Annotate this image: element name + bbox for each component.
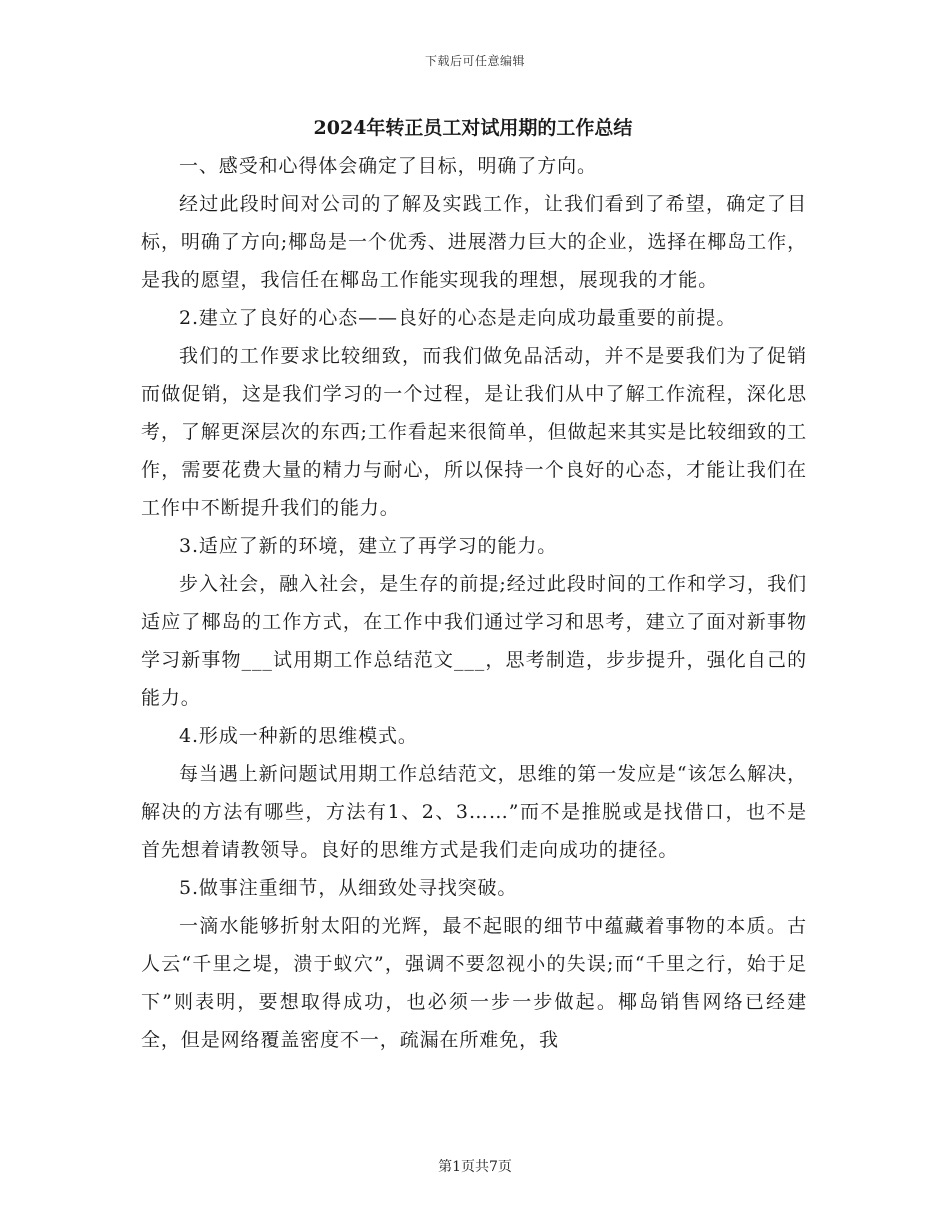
document-title: 2024年转正员工对试用期的工作总结 <box>313 117 633 139</box>
paragraph-section-5-heading: 5.做事注重细节，从细致处寻找突破。 <box>179 877 518 899</box>
paragraph-section-1-heading: 一、感受和心得体会确定了目标，明确了方向。 <box>179 155 597 177</box>
page-footer: 第1页共7页 <box>438 1159 512 1175</box>
paragraph-section-4-heading: 4.形成一种新的思维模式。 <box>179 725 418 747</box>
paragraph-section-2-heading: 2.建立了良好的心态——良好的心态是走向成功最重要的前提。 <box>179 307 737 329</box>
paragraph: 每当遇上新问题试用期工作总结范文，思维的第一发应是“该怎么解决，解决的方法有哪些，方法有1、2、3……”而不是推脱或是找借口，也不是首先想着请教领导。良好的思维方式是我们走向成功的捷径。 <box>141 763 807 861</box>
paragraph: 一滴水能够折射太阳的光辉，最不起眼的细节中蕴藏着事物的本质。古人云“千里之堤，溃于蚁穴”，强调不要忽视小的失误;而“千里之行，始于足下”则表明，要想取得成功，也必须一步一步做起。椰岛销售网络已经建全，但是网络覆盖密度不一，疏漏在所难免，我 <box>141 915 807 1051</box>
paragraph: 经过此段时间对公司的了解及实践工作，让我们看到了希望，确定了目标，明确了方向;椰岛是一个优秀、进展潜力巨大的企业，选择在椰岛工作，是我的愿望，我信任在椰岛工作能实现我的理想，展现我的才能。 <box>141 193 807 291</box>
paragraph: 我们的工作要求比较细致，而我们做免品活动，并不是要我们为了促销而做促销，这是我们学习的一个过程，是让我们从中了解工作流程，深化思考，了解更深层次的东西;工作看起来很简单，但做起来其实是比较细致的工作，需要花费大量的精力与耐心，所以保持一个良好的心态，才能让我们在工作中不断提升我们的能力。 <box>141 345 807 519</box>
paragraph: 步入社会，融入社会，是生存的前提;经过此段时间的工作和学习，我们适应了椰岛的工作方式，在工作中我们通过学习和思考，建立了面对新事物学习新事物___试用期工作总结范文___，思考制造，步步提升，强化自己的能力。 <box>141 573 807 709</box>
page-header: 下载后可任意编辑 <box>424 54 525 68</box>
document-body <box>141 147 807 1059</box>
paragraph-section-3-heading: 3.适应了新的环境，建立了再学习的能力。 <box>179 535 558 557</box>
